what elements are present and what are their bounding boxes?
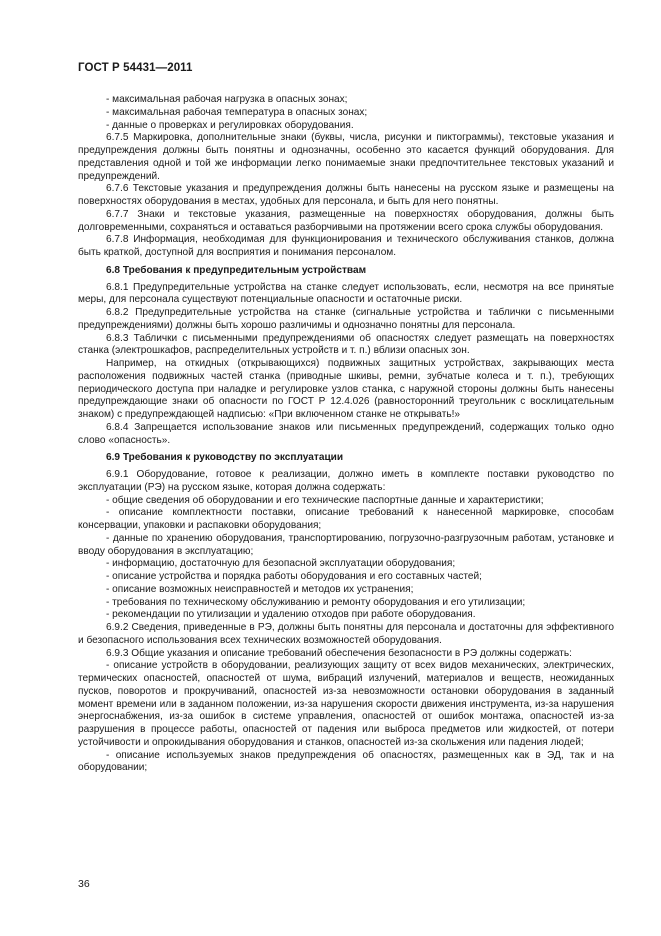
clause-6-7-6: 6.7.6 Текстовые указания и предупреждения должны быть нанесены на русском языке и размещены на поверхностях оборудования в местах, удобных для персонала, и быть для него понятны. (78, 183, 614, 207)
document-body (78, 94, 614, 775)
list-item: - общие сведения об оборудовании и его технические паспортные данные и характеристики; (106, 494, 544, 506)
section-heading-6-9: 6.9 Требования к руководству по эксплуатации (106, 452, 344, 464)
document-header: ГОСТ Р 54431—2011 (78, 62, 193, 74)
page-number: 36 (78, 878, 90, 890)
list-item: - рекомендации по утилизации и удалению отходов при работе оборудования. (106, 609, 476, 621)
example-paragraph: Например, на откидных (открывающихся) подвижных защитных устройствах, закрывающих места расположения подвижных частей станка (приводные шкивы, ремни, зубчатые колеса и т. п.), требующих периодического доступа при наладке и регулировке узлов станка, с наружной стороны должны быть нанесены предупреждающие знаки об опасности по ГОСТ Р 12.4.026 (равносторонний треугольник с восклицательным знаком) с предупреждающей надписью: «При включенном станке не открывать!» (78, 358, 614, 420)
clause-6-8-1: 6.8.1 Предупредительные устройства на станке следует использовать, если, несмотря на все принятые меры, для персонала существуют потенциальные опасности и остаточные риски. (78, 281, 614, 306)
clause-6-8-3: 6.8.3 Таблички с письменными предупреждениями об опасностях следует размещать на поверхностях станка (электрошкафов, распределительных устройств и т. п.) вблизи опасных зон. (78, 332, 614, 357)
list-item: - описание используемых знаков предупреждения об опасностях, размещенных как в ЭД, так и на оборудовании; (78, 749, 614, 774)
list-item: - описание устройств в оборудовании, реализующих защиту от всех видов механических, электрических, термических опасностей, опасностей от шума, вибраций излучений, материалов и веществ, неожиданных пусков, поворотов и прокручиваний, опасностей из-за невозможности остановки оборудования в заданный момент времени или в заданном положении, из-за нарушения скорости движения инструмента, из-за нарушения энергоснабжения, из-за ошибок в системе управления, опасностей от ошибок монтажа, опасностей из-за разрушения в процессе работы, опасностей от падения или выброса предметов или жидкостей, от потери устойчивости и опрокидывания оборудования и станков, опасностей из-за скольжения или падения людей; (78, 660, 614, 748)
list-item: - описание комплектности поставки, описание требований к нанесенной маркировке, способам консервации, упаковки и распаковки оборудования; (78, 507, 614, 531)
list-item: - описание возможных неисправностей и методов их устранения; (106, 583, 414, 595)
list-item: - данные по хранению оборудования, транспортированию, погрузочно-разгрузочным работам, установке и вводу оборудования в эксплуатацию; (78, 532, 614, 557)
section-heading-6-8: 6.8 Требования к предупредительным устройствам (106, 264, 367, 276)
clause-6-8-2: 6.8.2 Предупредительные устройства на станке (сигнальные устройства и таблички с письменными предупреждениями) должны быть хорошо различимы и однозначно понятны для персонала. (78, 307, 614, 331)
list-item: - максимальная рабочая температура в опасных зонах; (106, 106, 368, 118)
list-item: - максимальная рабочая нагрузка в опасных зонах; (106, 94, 348, 105)
clause-6-8-4: 6.8.4 Запрещается использование знаков или письменных предупреждений, содержащих только одно слово «опасность». (78, 421, 614, 446)
clause-6-9-1: 6.9.1 Оборудование, готовое к реализации, должно иметь в комплекте поставки руководство по эксплуатации (РЭ) на русском языке, которая должна содержать: (78, 469, 614, 493)
clause-6-9-2: 6.9.2 Сведения, приведенные в РЭ, должны быть понятны для персонала и достаточны для эффективного и безопасного использования всех технических возможностей оборудования. (78, 622, 614, 646)
clause-6-7-7: 6.7.7 Знаки и текстовые указания, размещенные на поверхностях оборудования, должны быть долговременными, сохраняться и оставаться разборчивыми на протяжении всего срока службы оборудования. (78, 208, 614, 233)
clause-6-9-3: 6.9.3 Общие указания и описание требований обеспечения безопасности в РЭ должны содержать: (106, 647, 572, 659)
list-item: - требования по техническому обслуживанию и ремонту оборудования и его утилизации; (106, 596, 526, 608)
list-item: - данные о проверках и регулировках оборудования. (106, 119, 354, 131)
list-item: - описание устройства и порядка работы оборудования и его составных частей; (106, 571, 482, 582)
clause-6-7-5: 6.7.5 Маркировка, дополнительные знаки (буквы, числа, рисунки и пиктограммы), текстовые указания и предупреждения должны быть понятны и однозначны, особенно это касается функций оборудования. Для представления одной и той же информации легко понимаемые знаки предпочтительнее текстовых указаний и предупреждений. (78, 132, 614, 182)
clause-6-7-8: 6.7.8 Информация, необходимая для функционирования и технического обслуживания станков, должна быть краткой, доступной для восприятия и понимания персоналом. (78, 234, 614, 258)
list-item: - информацию, достаточную для безопасной эксплуатации оборудования; (106, 558, 456, 570)
